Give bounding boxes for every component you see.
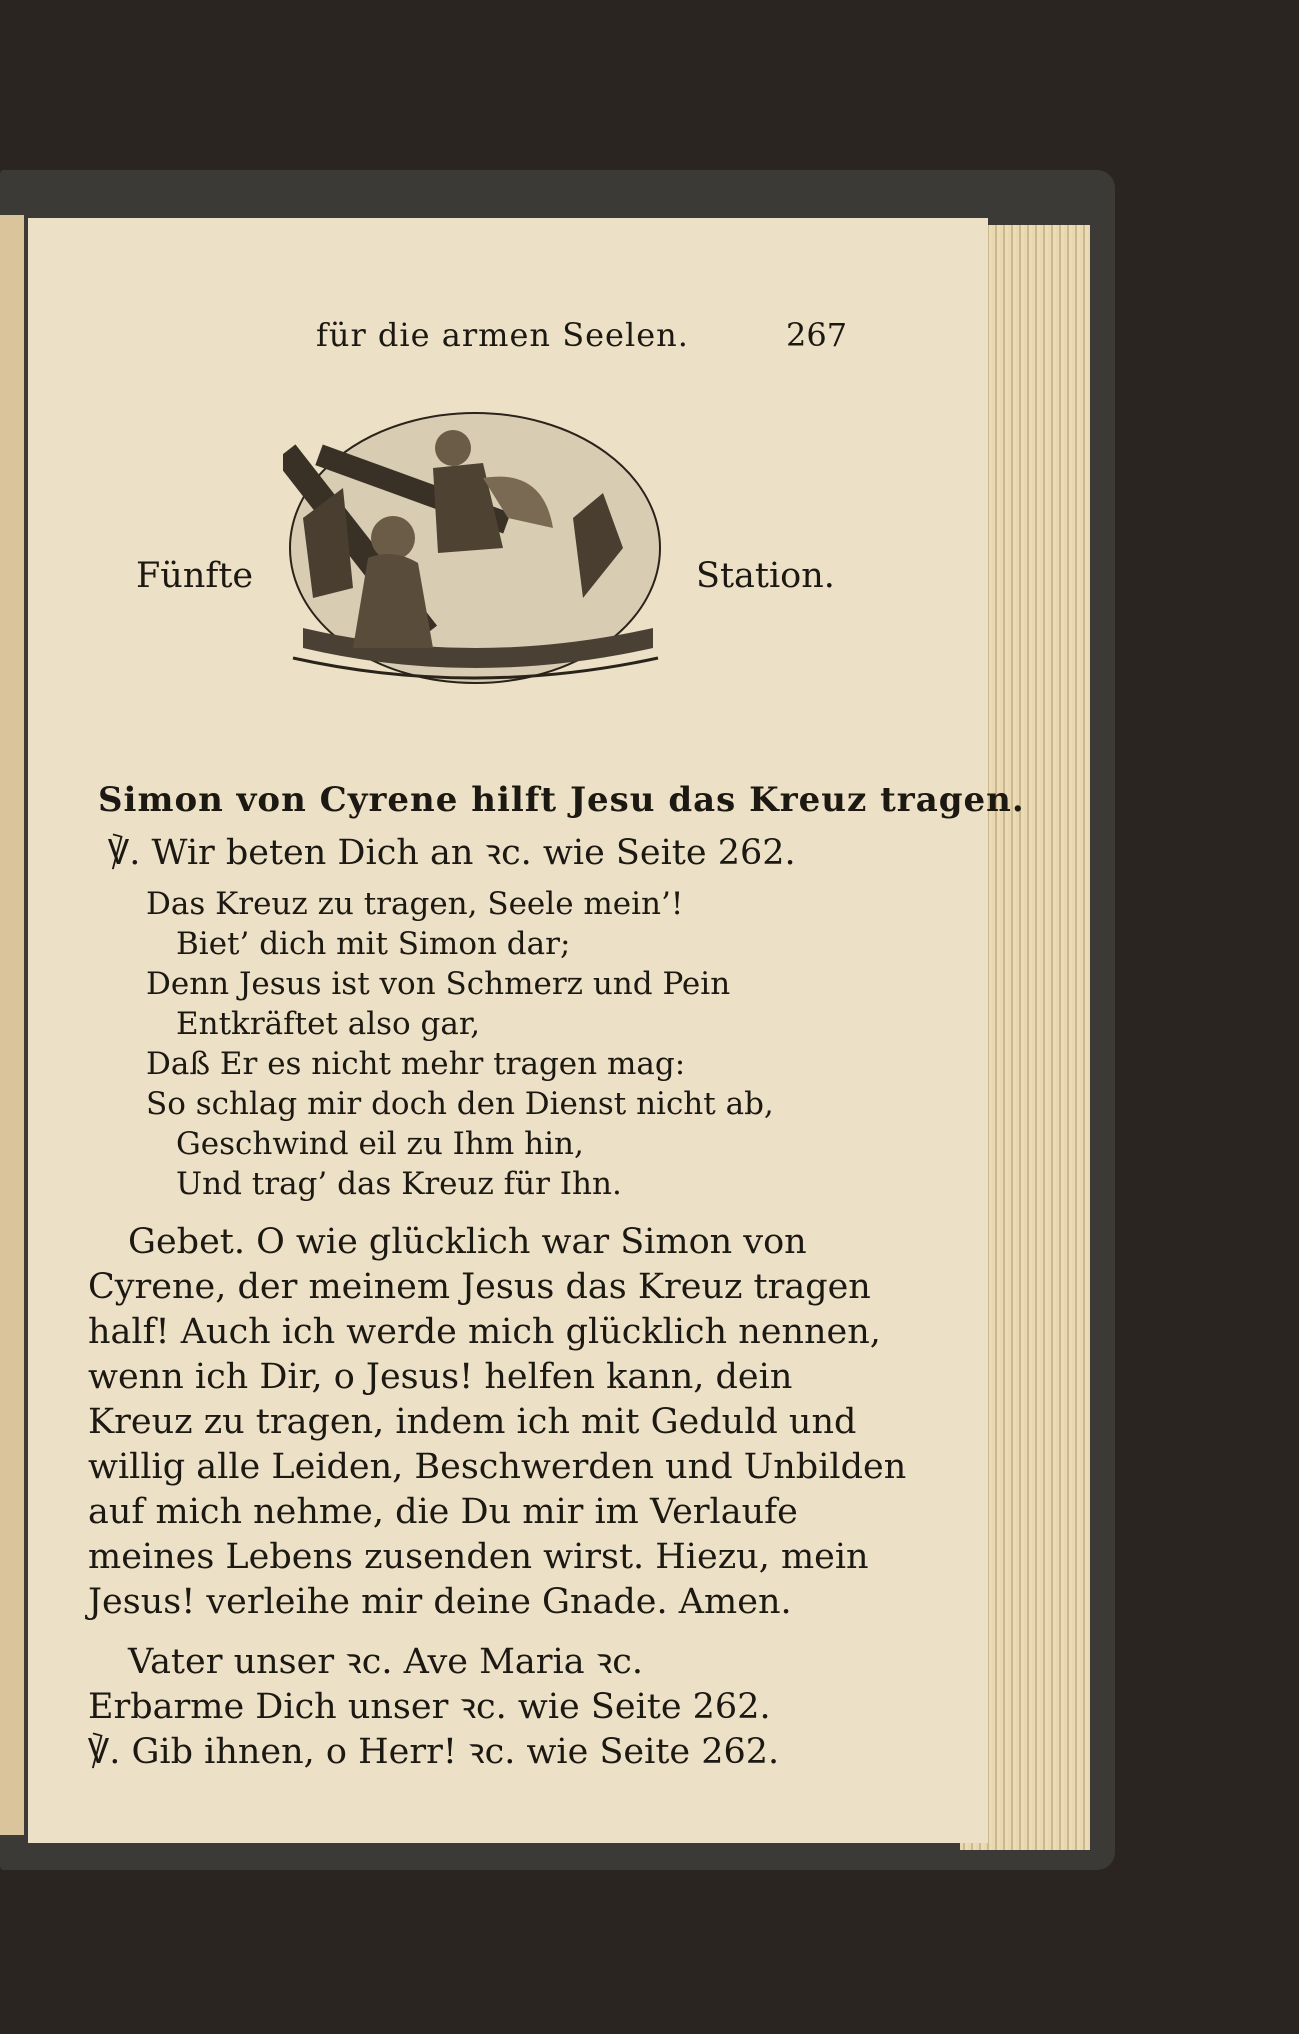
closing-line: ℣. Gib ihnen, o Herr! ꝛc. wie Seite 262. <box>88 1732 780 1772</box>
station-title: Simon von Cyrene hilft Jesu das Kreuz tragen. <box>98 780 1025 820</box>
prayer-line: auf mich nehme, die Du mir im Verlaufe <box>88 1492 798 1532</box>
page-number: 267 <box>786 316 848 354</box>
hymn-line: So schlag mir doch den Dienst nicht ab, <box>146 1086 774 1122</box>
prayer-line: meines Lebens zusenden wirst. Hiezu, mein <box>88 1537 869 1577</box>
closing-line: Erbarme Dich unser ꝛc. wie Seite 262. <box>88 1687 771 1727</box>
woodcut-illustration <box>283 398 668 688</box>
page-header <box>28 316 988 356</box>
running-head: für die armen Seelen. <box>316 316 689 354</box>
hymn-line: Entkräftet also gar, <box>176 1006 481 1042</box>
prayer-line: Gebet. O wie glücklich war Simon von <box>128 1222 807 1262</box>
hymn-line: Denn Jesus ist von Schmerz und Pein <box>146 966 731 1002</box>
hymn-line: Und trag’ das Kreuz für Ihn. <box>176 1166 622 1202</box>
prayer-line: Jesus! verleihe mir deine Gnade. Amen. <box>88 1582 792 1622</box>
prayer-line: Cyrene, der meinem Jesus das Kreuz tragen <box>88 1267 871 1307</box>
station-label-right: Station. <box>696 556 835 596</box>
hymn-line: Biet’ dich mit Simon dar; <box>176 926 571 962</box>
hymn-line: Daß Er es nicht mehr tragen mag: <box>146 1046 686 1082</box>
prayer-line: Kreuz zu tragen, indem ich mit Geduld und <box>88 1402 857 1442</box>
hymn-line: Geschwind eil zu Ihm hin, <box>176 1126 584 1162</box>
hymn-line: Das Kreuz zu tragen, Seele mein’! <box>146 886 684 922</box>
versicle-line: ℣. Wir beten Dich an ꝛc. wie Seite 262. <box>108 833 796 873</box>
closing-line: Vater unser ꝛc. Ave Maria ꝛc. <box>128 1642 644 1682</box>
prayer-line: wenn ich Dir, o Jesus! helfen kann, dein <box>88 1357 793 1397</box>
book-page <box>28 218 1025 1843</box>
prayer-line: willig alle Leiden, Beschwerden und Unbilden <box>88 1447 907 1487</box>
station-label-left: Fünfte <box>136 556 254 596</box>
prayer-line: half! Auch ich werde mich glücklich nennen, <box>88 1312 881 1352</box>
previous-page-edge <box>0 215 24 1835</box>
